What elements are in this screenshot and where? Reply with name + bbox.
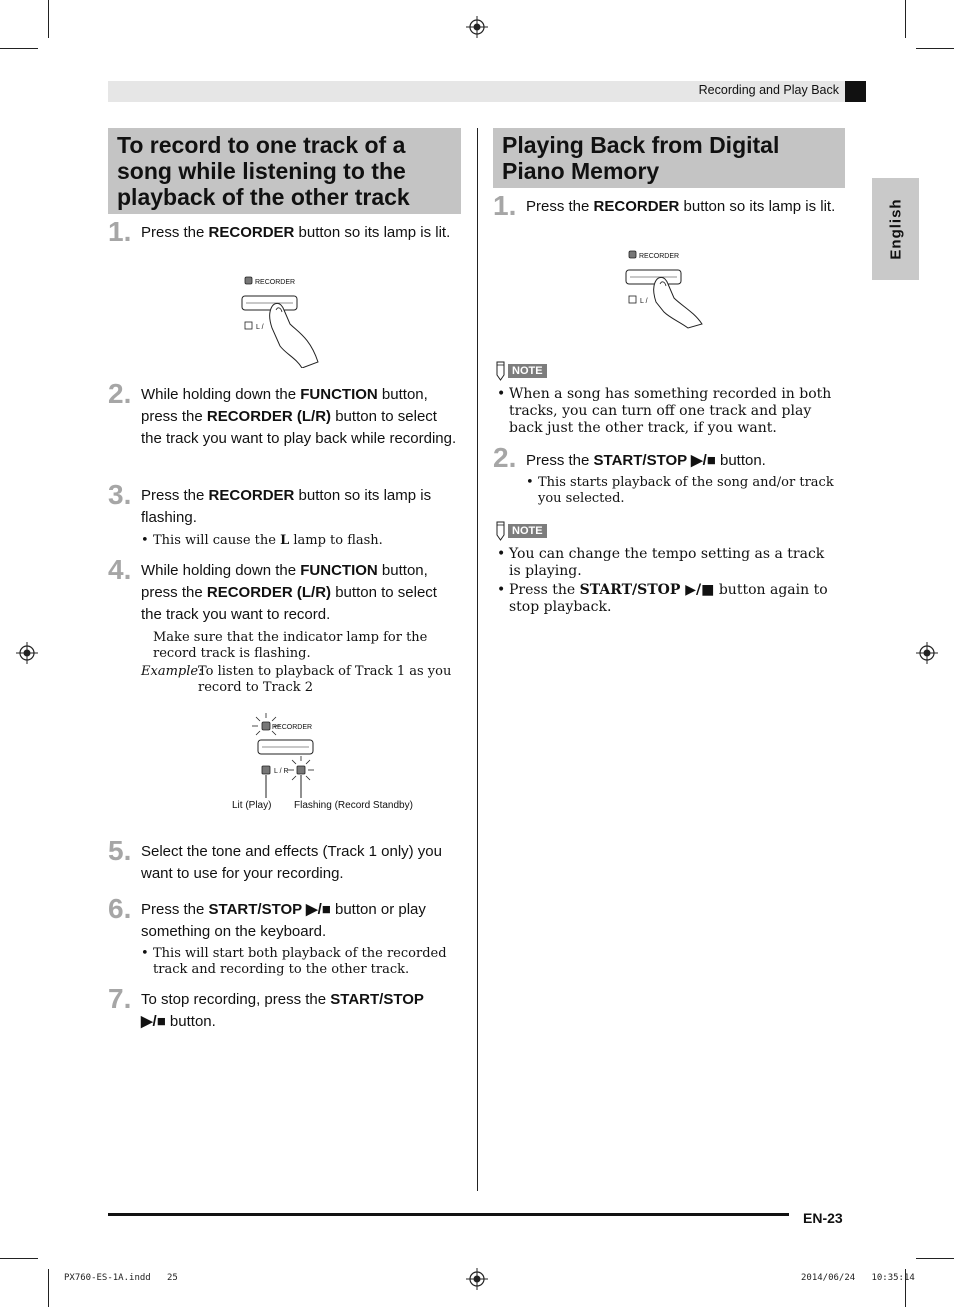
note-label: NOTE	[508, 524, 547, 538]
recorder-label: RECORDER	[272, 724, 313, 731]
note-bullet: • You can change the tempo setting as a track is playing.	[497, 546, 825, 579]
footer-rule	[108, 1213, 789, 1216]
step-number: 1.	[493, 190, 517, 221]
step-text: Press the RECORDER button so its lamp is lit.	[141, 224, 451, 241]
figure-caption-lit: Lit (Play)	[232, 800, 272, 811]
crop-mark	[0, 48, 38, 49]
pencil-icon	[494, 361, 507, 381]
step-text: To stop recording, press the START/STOP ▶/■ button.	[141, 991, 424, 1030]
recorder-button-illustration	[620, 246, 710, 342]
note-marker	[494, 361, 547, 381]
step-number: 3.	[108, 479, 132, 510]
step-number: 1.	[108, 216, 132, 247]
step-text: While holding down the FUNCTION button, press the RECORDER (L/R) button to select the track you want to play back while recording.	[141, 386, 457, 447]
step-bullet: Make sure that the indicator lamp for the record track is flashing.	[153, 630, 428, 661]
recorder-label: RECORDER	[255, 279, 296, 286]
registration-mark-icon	[466, 16, 488, 38]
left-section-heading: To record to one track of a song while listening to the playback of the other track	[108, 128, 461, 214]
note-bullet: • When a song has something recorded in both tracks, you can turn off one track and play back just the other track, if you want.	[497, 386, 832, 436]
recorder-button-illustration	[236, 272, 326, 368]
crop-mark	[48, 0, 49, 38]
crop-mark	[905, 0, 906, 38]
crop-mark	[48, 1269, 49, 1307]
header-block	[845, 81, 866, 102]
step-number: 2.	[493, 442, 517, 473]
example-text: To listen to playback of Track 1 as you record to Track 2	[198, 664, 452, 695]
recorder-lr-illustration	[244, 710, 334, 800]
step-bullet: • This will cause the L lamp to flash.	[141, 533, 383, 548]
note-label: NOTE	[508, 364, 547, 378]
registration-mark-icon	[466, 1268, 488, 1290]
step-text: While holding down the FUNCTION button, press the RECORDER (L/R) button to select the track you want to record.	[141, 562, 437, 623]
language-tab	[872, 178, 919, 280]
header-section-title: Recording and Play Back	[698, 83, 839, 97]
step-bullet: • This starts playback of the song and/or track you selected.	[526, 475, 834, 506]
pencil-icon	[494, 521, 507, 541]
svg-text:L /: L /	[256, 324, 264, 331]
column-divider	[477, 128, 478, 1191]
figure-caption-flashing: Flashing (Record Standby)	[294, 800, 413, 811]
step-number: 2.	[108, 378, 132, 409]
step-text: Select the tone and effects (Track 1 only) you want to use for your recording.	[141, 843, 442, 882]
registration-mark-icon	[916, 642, 938, 664]
crop-mark	[916, 48, 954, 49]
recorder-label: RECORDER	[639, 253, 680, 260]
registration-mark-icon	[16, 642, 38, 664]
step-bullet: • This will start both playback of the recorded track and recording to the other track.	[141, 946, 447, 977]
step-text: Press the START/STOP ▶/■ button or play something on the keyboard.	[141, 901, 426, 940]
page-number: EN-23	[803, 1210, 843, 1226]
step-number: 5.	[108, 835, 132, 866]
lr-label: L / R	[274, 768, 289, 775]
note-marker	[494, 521, 547, 541]
svg-text:L /: L /	[640, 298, 648, 305]
note-bullet: • Press the START/STOP ▶/■ button again to stop playback.	[497, 582, 828, 615]
language-tab-label: English	[887, 198, 904, 260]
right-section-heading: Playing Back from Digital Piano Memory	[493, 128, 845, 188]
step-text: Press the RECORDER button so its lamp is lit.	[526, 198, 836, 215]
print-slug-date: 2014/06/24 10:35:14	[801, 1273, 915, 1283]
step-text: Press the START/STOP ▶/■ button.	[526, 452, 766, 469]
crop-mark	[916, 1258, 954, 1259]
step-text: Press the RECORDER button so its lamp is flashing.	[141, 487, 432, 526]
example-label: Example:	[141, 664, 203, 679]
crop-mark	[0, 1258, 38, 1259]
step-number: 6.	[108, 893, 132, 924]
step-number: 7.	[108, 983, 132, 1014]
step-number: 4.	[108, 554, 132, 585]
print-slug-file: PX760-ES-1A.indd 25	[64, 1273, 178, 1283]
